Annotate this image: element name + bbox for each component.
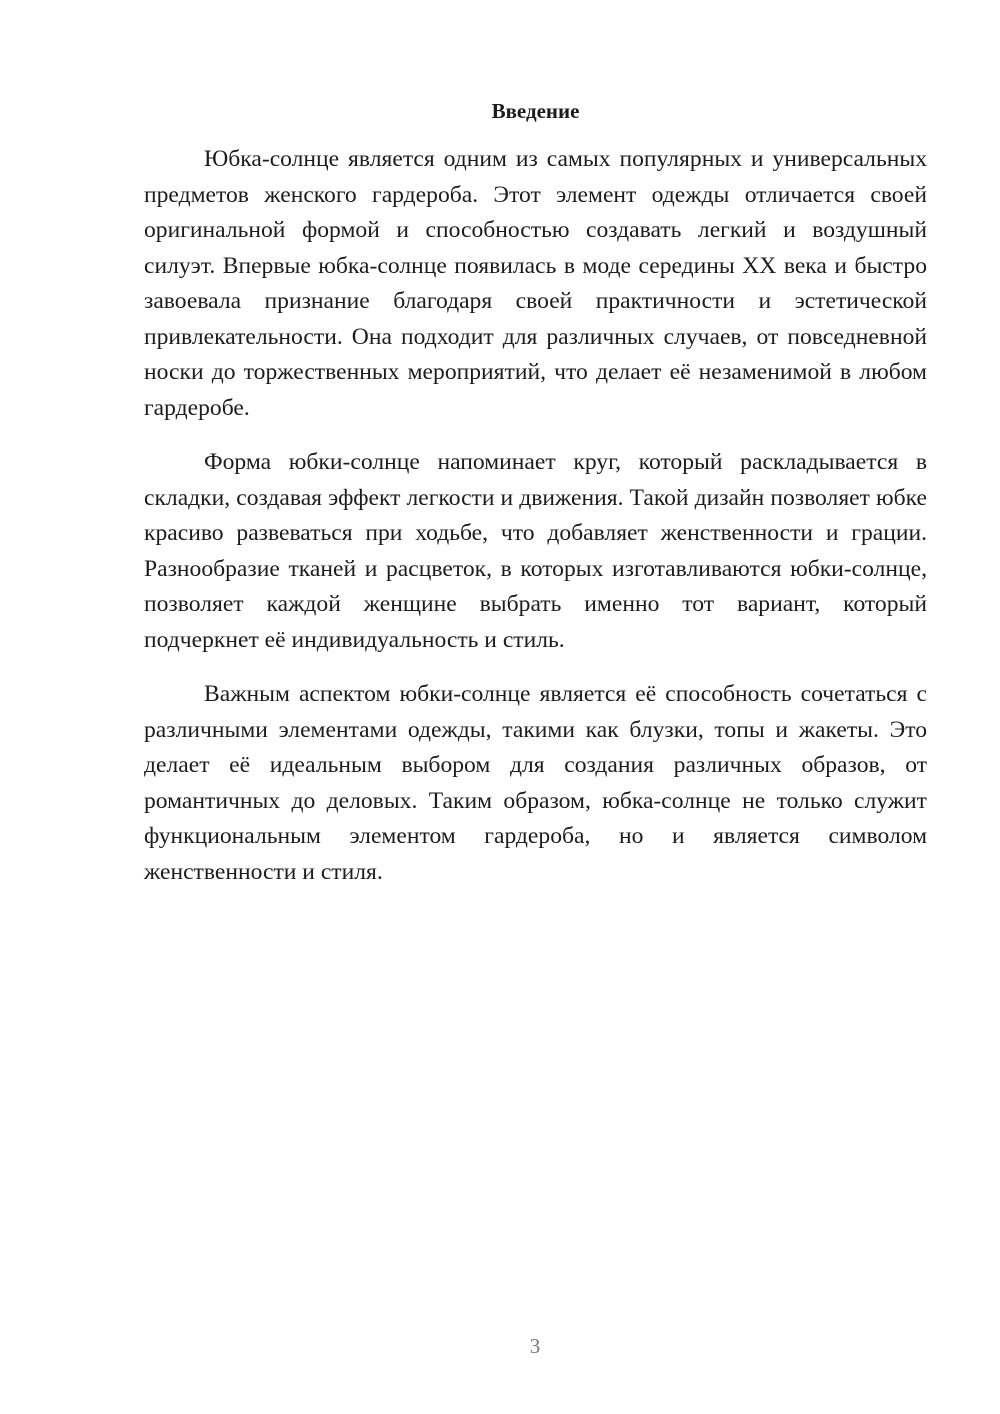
paragraph-1: Юбка-солнце является одним из самых популярных и универсальных предметов женского гардероба. Этот элемент одежды отличается своей оригинальной формой и способностью создавать легкий и воздушный силуэт. Впервые юбка-солнце появилась в моде середины XX века и быстро завоевала признание благодаря своей практичности и эстетической привлекательности. Она подходит для различных случаев, от повседневной носки до торжественных мероприятий, что делает её незаменимой в любом гардеробе.: [144, 146, 927, 421]
page-number: 3: [529, 1334, 541, 1358]
paragraph-3: Важным аспектом юбки-солнце является её способность сочетаться с различными элементами одежды, такими как блузки, топы и жакеты. Это делает её идеальным выбором для создания различных образов, от романтичных до деловых. Таким образом, юбка-солнце не только служит функциональным элементом гардероба, но и является символом женственности и стиля.: [144, 681, 927, 885]
body-text: [144, 142, 927, 909]
page-title: Введение: [491, 99, 580, 123]
paragraph-2: Форма юбки-солнце напоминает круг, который раскладывается в складки, создавая эффект легкости и движения. Такой дизайн позволяет юбке красиво развеваться при ходьбе, что добавляет женственности и грации. Разнообразие тканей и расцветок, в которых изготавливаются юбки-солнце, позволяет каждой женщине выбрать именно тот вариант, который подчеркнет её индивидуальность и стиль.: [144, 449, 927, 653]
